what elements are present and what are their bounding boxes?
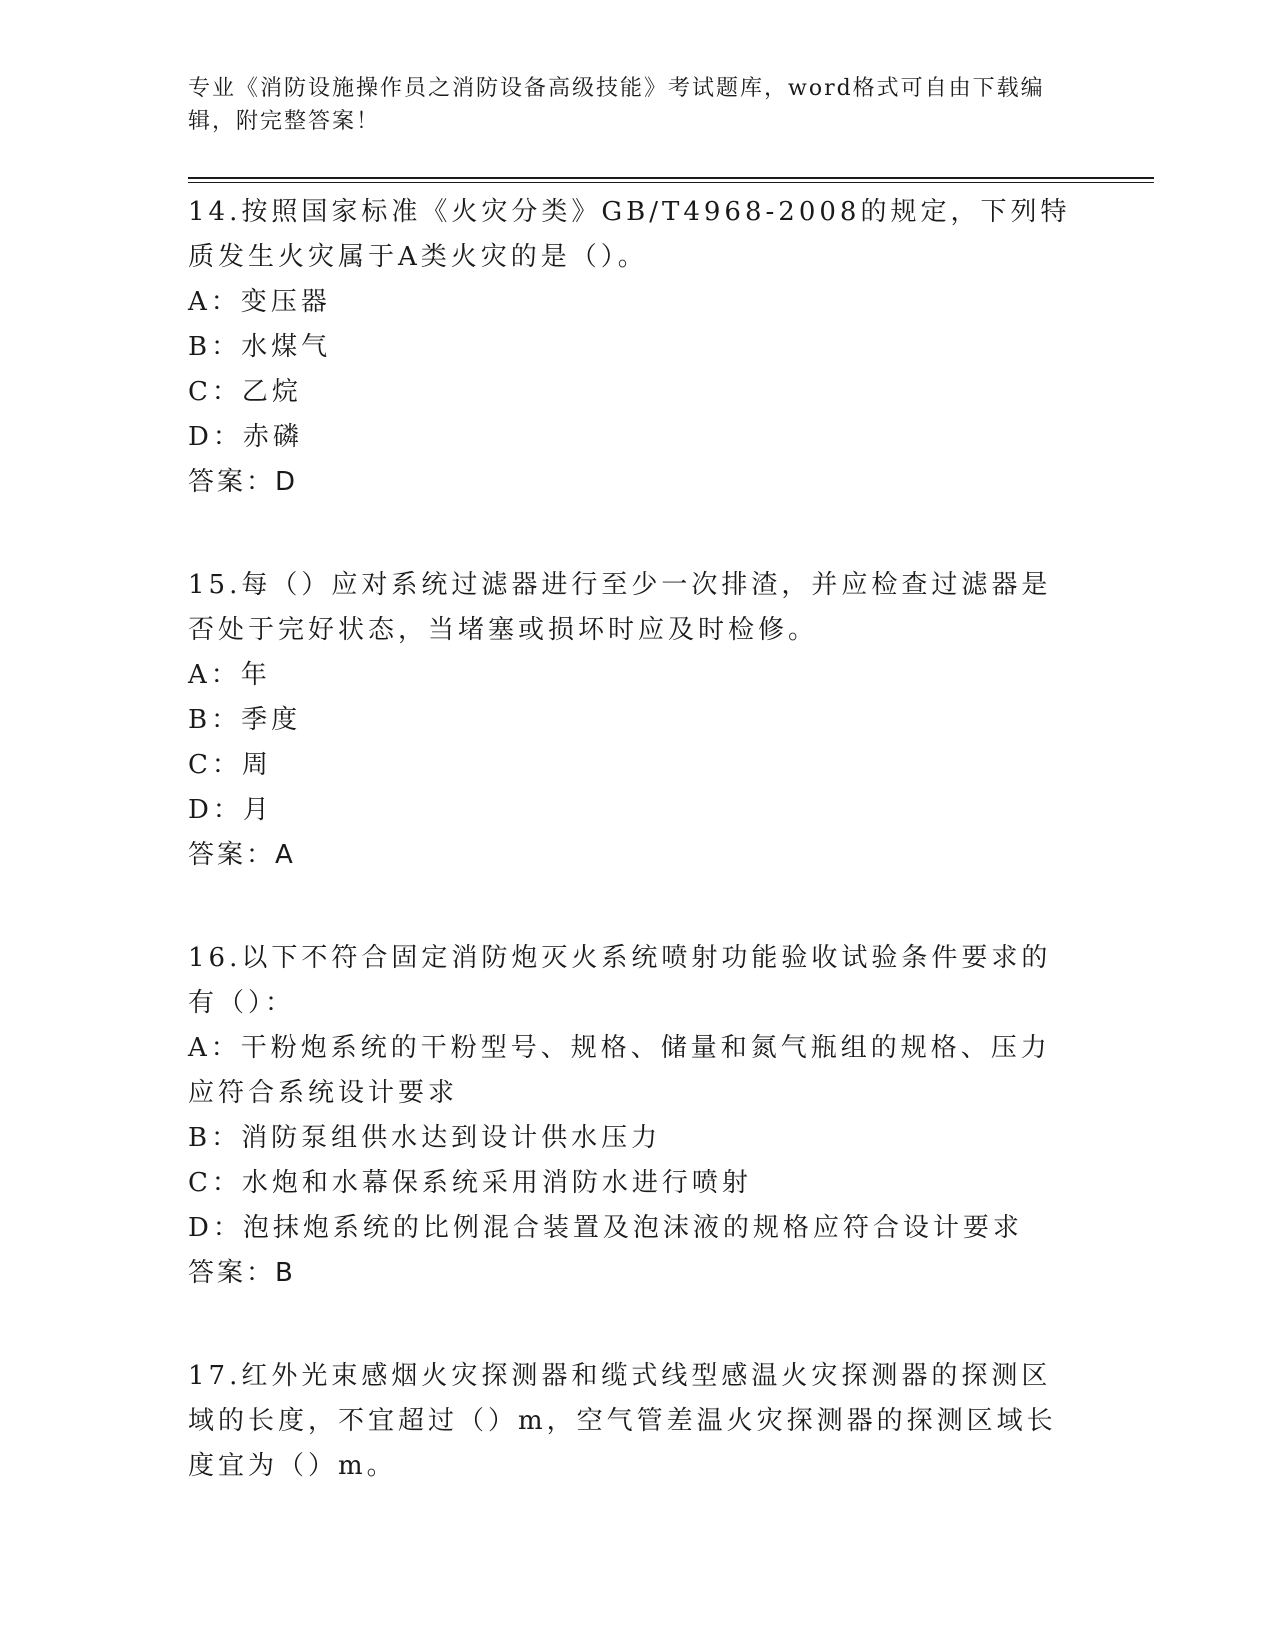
- option-a: A：干粉炮系统的干粉型号、规格、储量和氮气瓶组的规格、压力应符合系统设计要求: [188, 1033, 1051, 1108]
- answer: 答案：D: [188, 467, 299, 497]
- question-16: [188, 936, 1078, 1296]
- option-c: C：水炮和水幕保系统采用消防水进行喷射: [188, 1168, 752, 1198]
- option-a: A：变压器: [188, 287, 331, 317]
- answer: 答案：A: [188, 840, 296, 870]
- option-d: D：月: [188, 795, 273, 825]
- option-b: B：水煤气: [188, 332, 332, 362]
- header-divider-thick: [188, 177, 1154, 179]
- option-c: C：周: [188, 750, 272, 780]
- question-stem: 16.以下不符合固定消防炮灭火系统喷射功能验收试验条件要求的有（）：: [188, 943, 1052, 1018]
- header-divider-thin: [188, 182, 1154, 183]
- question-15: [188, 563, 1078, 878]
- option-a: A：年: [188, 660, 271, 690]
- option-d: D：赤磷: [188, 422, 303, 452]
- option-b: B：季度: [188, 705, 302, 735]
- option-c: C：乙烷: [188, 377, 302, 407]
- option-d: D：泡抹炮系统的比例混合装置及泡沫液的规格应符合设计要求: [188, 1213, 1023, 1243]
- option-b: B：消防泵组供水达到设计供水压力: [188, 1123, 662, 1153]
- question-stem: 14.按照国家标准《火灾分类》GB/T4968-2008的规定，下列特质发生火灾属于A类火灾的是（）。: [188, 197, 1071, 272]
- answer: 答案：B: [188, 1258, 296, 1288]
- question-stem: 15.每（）应对系统过滤器进行至少一次排渣，并应检查过滤器是否处于完好状态，当堵塞或损坏时应及时检修。: [188, 570, 1052, 645]
- question-17: [188, 1354, 1078, 1489]
- question-stem: 17.红外光束感烟火灾探测器和缆式线型感温火灾探测器的探测区域的长度，不宜超过（）m，空气管差温火灾探测器的探测区域长度宜为（）m。: [188, 1361, 1057, 1481]
- question-list: [188, 190, 1078, 1547]
- question-14: [188, 190, 1078, 505]
- document-header: 专业《消防设施操作员之消防设备高级技能》考试题库，word格式可自由下载编辑，附完整答案！: [188, 76, 1045, 134]
